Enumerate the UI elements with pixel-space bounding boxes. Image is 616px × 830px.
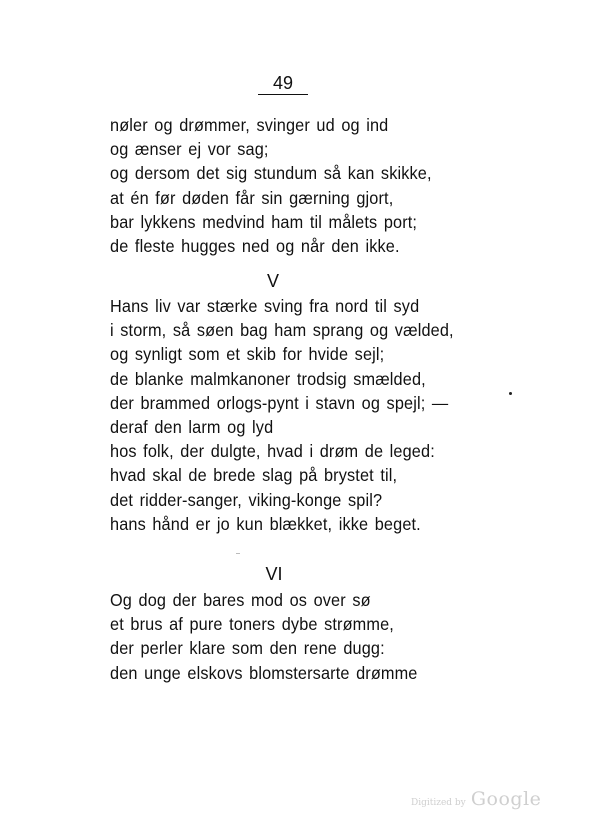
verse-line: nøler og drømmer, svinger ud og ind (110, 115, 389, 135)
verse-line: bar lykkens medvind ham til målets port; (110, 211, 418, 232)
verse-line: der perler klare som den rene dugg: (110, 638, 385, 659)
verse-line: og ænser ej vor sag; (110, 139, 269, 160)
page-number: 49 (258, 73, 308, 95)
section-heading-v: V (266, 271, 279, 291)
verse-line: at én før døden får sin gærning gjort, (110, 187, 394, 208)
ink-speck (509, 392, 512, 395)
verse-line: og synligt som et skib for hvide sejl; (110, 344, 385, 365)
ink-speck (236, 553, 240, 554)
verse-line: de blanke malmkanoner trodsig smælded, (110, 368, 426, 389)
verse-line: et brus af pure toners dybe strømme, (110, 614, 394, 635)
stanza-continuation (110, 113, 456, 258)
verse-line: de fleste hugges ned og når den ikke. (110, 236, 400, 257)
stanza-vi (110, 588, 441, 685)
verse-line: den unge elskovs blomstersarte drømme (110, 662, 418, 683)
verse-line: det ridder-sanger, viking-konge spil? (110, 489, 383, 510)
verse-line: deraf den larm og lyd (110, 417, 274, 438)
stanza-v (110, 294, 480, 536)
verse-line: Hans liv var stærke sving fra nord til syd (110, 296, 420, 316)
verse-line: hvad skal de brede slag på brystet til, (110, 465, 398, 486)
verse-line: og dersom det sig stundum så kan skikke, (110, 163, 432, 184)
watermark-brand: Google (470, 788, 542, 810)
watermark-prefix: Digitized by (411, 798, 466, 808)
verse-line: Og dog der bares mod os over sø (110, 590, 371, 610)
section-heading-vi: VI (265, 564, 283, 584)
verse-line: hos folk, der dulgte, hvad i drøm de leged: (110, 441, 435, 462)
verse-line: der brammed orlogs-pynt i stavn og spejl; — (110, 392, 449, 413)
digitization-watermark (411, 788, 541, 810)
verse-line: i storm, så søen bag ham sprang og vælded, (110, 320, 454, 341)
verse-line: hans hånd er jo kun blækket, ikke beget. (110, 513, 421, 534)
